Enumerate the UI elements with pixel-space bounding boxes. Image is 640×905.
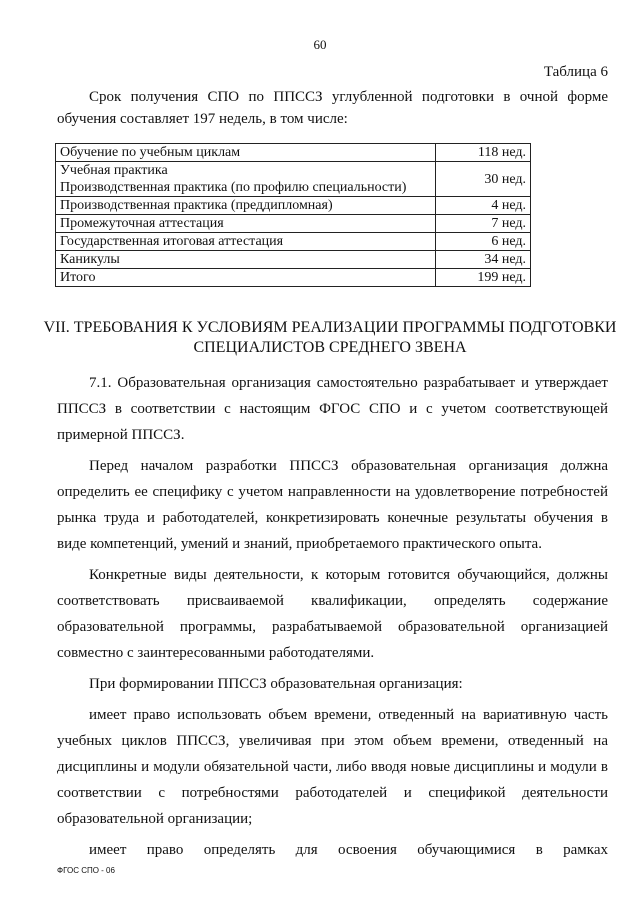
row-value: 30 нед. — [436, 162, 531, 197]
row-name: Промежуточная аттестация — [56, 215, 436, 233]
table-row — [56, 233, 531, 251]
row-value: 7 нед. — [436, 215, 531, 233]
table-row — [56, 162, 531, 180]
table-row — [56, 144, 531, 162]
row-value: 118 нед. — [436, 144, 531, 162]
paragraph: 7.1. Образовательная организация самостоятельно разрабатывает и утверждает ППССЗ в соответствии с настоящим ФГОС СПО и с учетом соответствующей примерной ППССЗ. — [57, 375, 608, 443]
row-value: 4 нед. — [436, 197, 531, 215]
intro-line-1: Срок получения СПО по ППССЗ углубленной подготовки в очной форме — [89, 89, 608, 105]
footer-code: ФГОС СПО - 06 — [57, 866, 115, 875]
section-heading-line-1: VII. ТРЕБОВАНИЯ К УСЛОВИЯМ РЕАЛИЗАЦИИ ПРОГРАММЫ ПОДГОТОВКИ — [43, 319, 617, 336]
paragraph: имеет право определять для освоения обучающимися в рамках — [89, 842, 608, 858]
row-value: 6 нед. — [436, 233, 531, 251]
paragraph: При формировании ППССЗ образовательная организация: — [89, 676, 463, 692]
paragraph: имеет право использовать объем времени, отведенный на вариативную часть учебных циклов ППССЗ, увеличивая при этом объем времени, отведенный на дисциплины и модули обязательной части, либо вводя новые дисциплины и модули в соответствии с потребностями работодателей и спецификой деятельности образовательной организации; — [57, 707, 608, 827]
paragraph: Конкретные виды деятельности, к которым готовится обучающийся, должны соответствовать присваиваемой квалификации, определять содержание образовательной программы, разрабатываемой образовательной организацией совместно с заинтересованными работодателями. — [57, 567, 608, 661]
table-row — [56, 215, 531, 233]
table-caption: Таблица 6 — [543, 64, 608, 80]
row-value: 34 нед. — [436, 251, 531, 269]
table-row — [56, 251, 531, 269]
intro-line-2: обучения составляет 197 недель, в том числе: — [57, 111, 348, 127]
section-heading-line-2: СПЕЦИАЛИСТОВ СРЕДНЕГО ЗВЕНА — [193, 339, 467, 356]
study-duration-table — [55, 143, 531, 287]
row-name: Учебная практика — [56, 162, 436, 180]
section-heading — [40, 318, 620, 358]
row-name: Производственная практика (преддипломная) — [56, 197, 436, 215]
table-row — [56, 269, 531, 287]
page-number: 60 — [313, 37, 327, 52]
row-value: 199 нед. — [436, 269, 531, 287]
table-row — [56, 197, 531, 215]
row-name: Производственная практика (по профилю специальности) — [56, 179, 436, 197]
paragraph: Перед началом разработки ППССЗ образовательная организация должна определить ее специфику с учетом направленности на удовлетворение потребностей рынка труда и работодателей, конкретизировать конечные результаты обучения в виде компетенций, умений и знаний, приобретаемого практического опыта. — [57, 458, 608, 552]
row-name: Обучение по учебным циклам — [56, 144, 436, 162]
row-name: Итого — [56, 269, 436, 287]
row-name: Государственная итоговая аттестация — [56, 233, 436, 251]
body-text — [57, 370, 608, 868]
row-name: Каникулы — [56, 251, 436, 269]
intro-paragraph — [57, 86, 608, 130]
